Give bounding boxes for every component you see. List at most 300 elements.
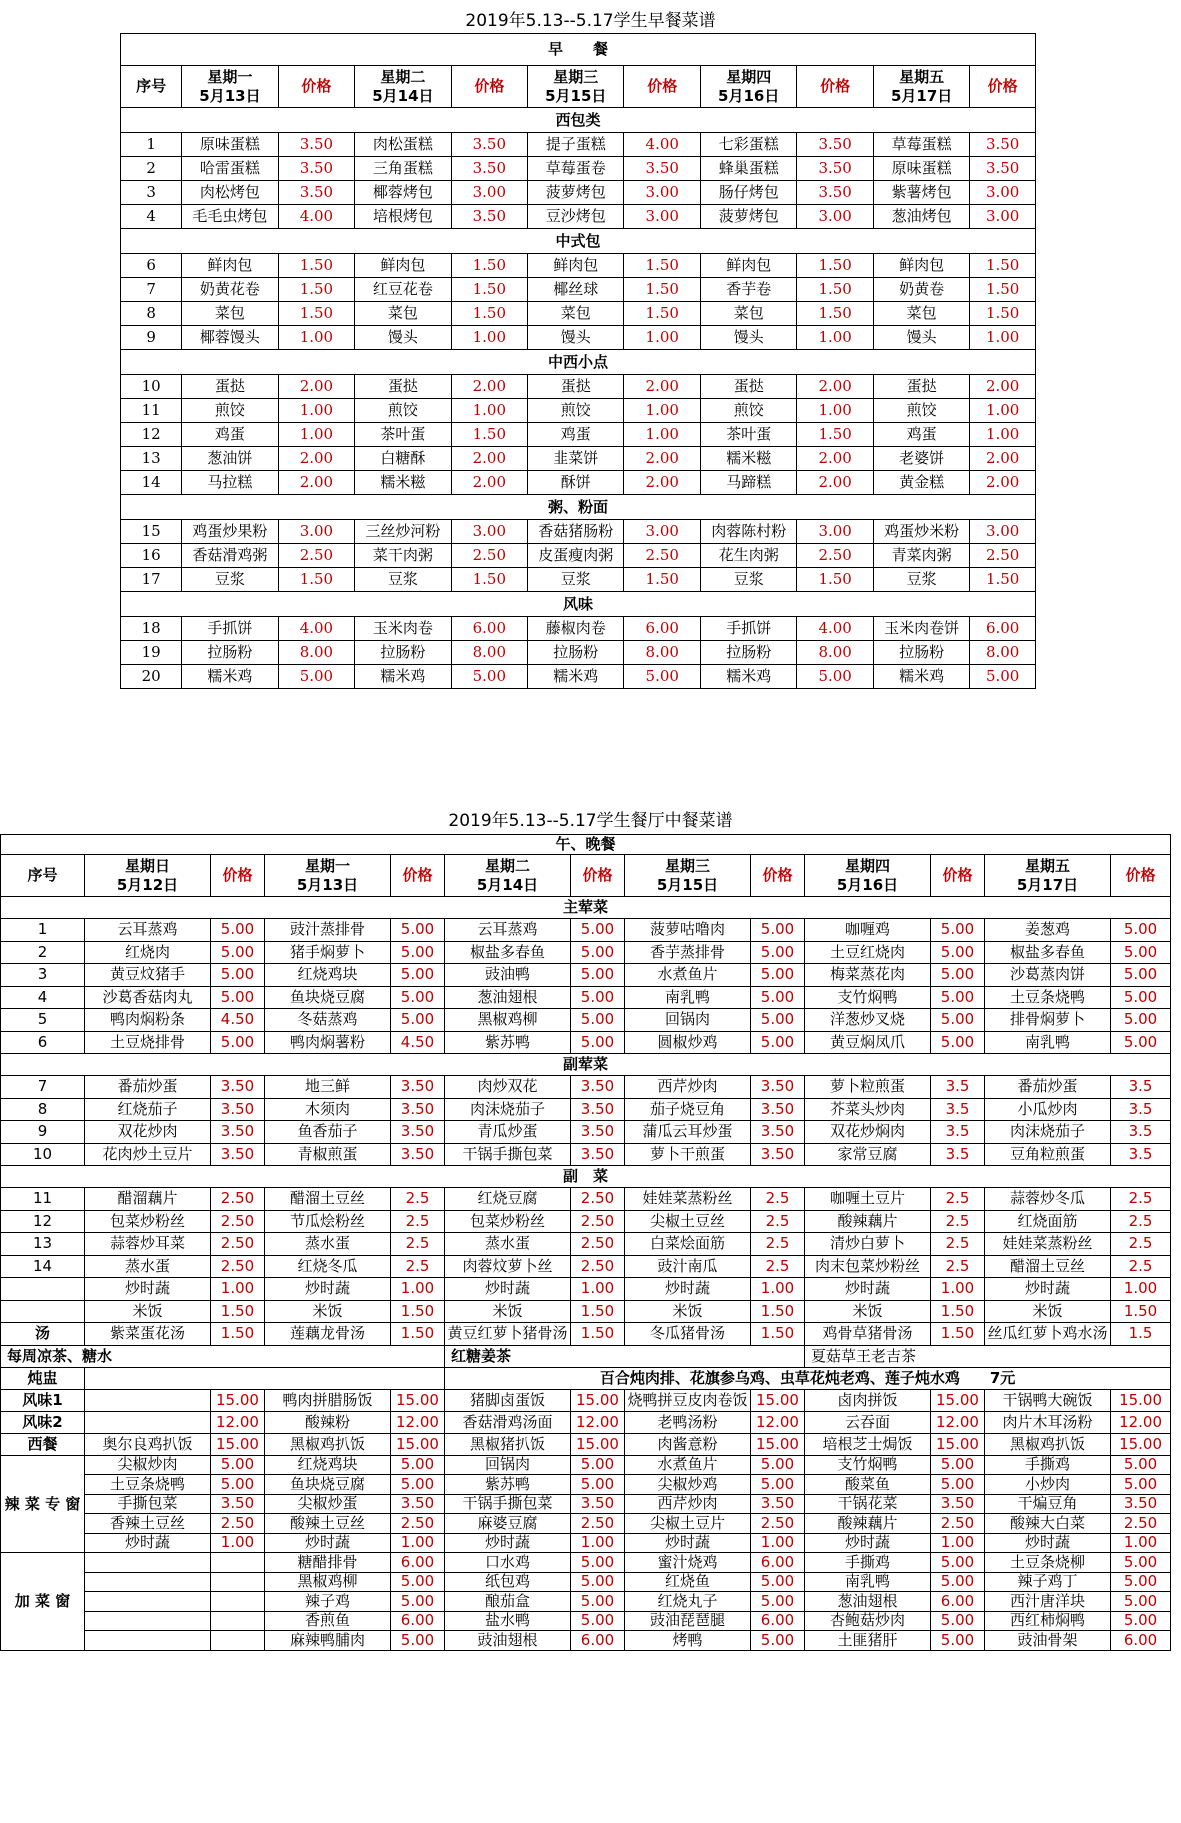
dish-name: 南乳鸭: [985, 1031, 1111, 1054]
dish-price: 3.50: [391, 1494, 445, 1514]
dish-name: 葱油烤包: [873, 205, 969, 229]
tea-item-2: 夏菇草王老吉茶: [805, 1345, 1171, 1367]
dish-price: 1.50: [278, 568, 355, 592]
dish-price: 1.00: [1111, 1533, 1171, 1553]
dish-name: 肠仔烤包: [701, 181, 797, 205]
dish-name: 煎饺: [182, 399, 278, 423]
dish-price: 3.50: [211, 1121, 265, 1144]
dish-name: 水煮鱼片: [625, 964, 751, 987]
dish-price: 1.00: [571, 1533, 625, 1553]
special-row: [1, 1389, 1171, 1411]
table-row: [121, 617, 1036, 641]
dish-name: 沙葛蒸肉饼: [985, 964, 1111, 987]
dish-name: 糯米糍: [355, 471, 451, 495]
dish-name: 纸包鸡: [445, 1572, 571, 1592]
dish-name: 番茄炒蛋: [985, 1076, 1111, 1099]
table-row: [121, 375, 1036, 399]
dish-name: 鲜肉包: [873, 254, 969, 278]
table-row: [121, 471, 1036, 495]
section-row: [1, 1054, 1171, 1076]
dish-name: 奶黄花卷: [182, 278, 278, 302]
dish-name: 菜包: [182, 302, 278, 326]
dish-name: 韭菜饼: [528, 447, 624, 471]
dish-price: 15.00: [571, 1389, 625, 1411]
spicy-row: [1, 1455, 1171, 1475]
table-row: [121, 205, 1036, 229]
dish-name: 西芹炒肉: [625, 1076, 751, 1099]
breakfast-title: 2019年5.13--5.17学生早餐菜谱: [465, 11, 716, 31]
dish-price: 3.50: [278, 157, 355, 181]
dish-price: 6.00: [571, 1631, 625, 1651]
dish-name: 手抓饼: [701, 617, 797, 641]
dish-price: 1.00: [970, 399, 1036, 423]
dish-name: 云耳蒸鸡: [445, 919, 571, 942]
dish-name: 酸菜鱼: [805, 1475, 931, 1495]
dish-price: 1.50: [451, 423, 528, 447]
dish-price: 2.5: [1111, 1210, 1171, 1233]
dish-price: 1.50: [211, 1323, 265, 1346]
dish-price: 3.50: [751, 1143, 805, 1166]
dish-price: 5.00: [751, 1475, 805, 1495]
dish-name: 红烧鸡块: [265, 964, 391, 987]
dish-price: 2.50: [931, 1514, 985, 1534]
meal-header: 午、晚餐: [1, 835, 1171, 855]
dish-price: 2.5: [391, 1210, 445, 1233]
dish-price: 3.00: [624, 205, 701, 229]
dish-name: 洋葱炒叉烧: [805, 1009, 931, 1032]
dish-price: 2.50: [571, 1514, 625, 1534]
dish-name: 醋溜藕片: [85, 1188, 211, 1211]
day-header: 星期一 5月13日: [182, 66, 278, 108]
dish-price: 5.00: [751, 964, 805, 987]
dish-price: 12.00: [571, 1411, 625, 1433]
dish-price: 1.50: [278, 254, 355, 278]
dish-name: 干锅花菜: [805, 1494, 931, 1514]
dish-price: 2.00: [797, 447, 874, 471]
dish-price: 3.50: [451, 157, 528, 181]
dish-price: 3.50: [391, 1121, 445, 1144]
dish-name: 炒时蔬: [805, 1278, 931, 1301]
dish-price: 3.50: [931, 1494, 985, 1514]
day-header: 星期四 5月16日: [701, 66, 797, 108]
dish-name: 豆沙烤包: [528, 205, 624, 229]
table-row: [121, 302, 1036, 326]
dish-price: 1.00: [211, 1278, 265, 1301]
dish-name: 蛋挞: [182, 375, 278, 399]
dish-name: [85, 1611, 211, 1631]
dish-price: 1.00: [970, 423, 1036, 447]
section-row: [1, 1166, 1171, 1188]
table-row: [121, 399, 1036, 423]
dish-price: 3.50: [751, 1121, 805, 1144]
row-number: 7: [121, 278, 182, 302]
row-number: 3: [121, 181, 182, 205]
dish-name: 清炒白萝卜: [805, 1233, 931, 1256]
dish-name: 肉蓉炆萝卜丝: [445, 1255, 571, 1278]
dish-price: 5.00: [931, 1455, 985, 1475]
dish-name: 鸡蛋炒米粉: [873, 520, 969, 544]
dish-price: [211, 1611, 265, 1631]
dish-price: 3.50: [571, 1143, 625, 1166]
price-header: 价格: [797, 66, 874, 108]
dish-price: 3.00: [624, 520, 701, 544]
dish-price: 2.50: [970, 544, 1036, 568]
dish-price: 5.00: [211, 964, 265, 987]
dish-price: 1.50: [797, 568, 874, 592]
dish-name: 黄豆焖凤爪: [805, 1031, 931, 1054]
table-row: [121, 520, 1036, 544]
dish-name: 肉沫烧茄子: [445, 1098, 571, 1121]
dish-name: 娃娃菜蒸粉丝: [985, 1233, 1111, 1256]
dish-price: 1.50: [751, 1323, 805, 1346]
dish-price: 1.50: [451, 254, 528, 278]
dish-price: 6.00: [391, 1553, 445, 1573]
dish-name: 双花炒焖肉: [805, 1121, 931, 1144]
dish-price: 5.00: [391, 1572, 445, 1592]
row-number: 15: [121, 520, 182, 544]
dish-price: 3.50: [970, 133, 1036, 157]
extra-row: [1, 1611, 1171, 1631]
dish-price: 8.00: [624, 641, 701, 665]
dish-name: 煎饺: [355, 399, 451, 423]
dish-price: 2.5: [1111, 1233, 1171, 1256]
dish-name: 皮蛋瘦肉粥: [528, 544, 624, 568]
dish-price: 5.00: [391, 986, 445, 1009]
dish-price: 8.00: [278, 641, 355, 665]
table-row: [121, 326, 1036, 350]
dish-name: 紫薯烤包: [873, 181, 969, 205]
section-title: 副 菜: [1, 1166, 1171, 1188]
dish-price: 15.00: [391, 1433, 445, 1455]
dish-price: 15.00: [751, 1433, 805, 1455]
dish-name: 肉酱意粉: [625, 1433, 751, 1455]
dish-name: 花肉炒土豆片: [85, 1143, 211, 1166]
dish-name: 老鸭汤粉: [625, 1411, 751, 1433]
dish-price: 12.00: [1111, 1411, 1171, 1433]
dish-price: 3.50: [391, 1098, 445, 1121]
dish-name: 干煸豆角: [985, 1494, 1111, 1514]
dish-price: 1.50: [797, 423, 874, 447]
dish-name: 糯米鸡: [701, 665, 797, 689]
dish-name: 醋溜土豆丝: [265, 1188, 391, 1211]
dish-name: [85, 1592, 211, 1612]
dish-price: 1.50: [624, 254, 701, 278]
dish-name: 拉肠粉: [182, 641, 278, 665]
dish-name: 香芋卷: [701, 278, 797, 302]
dish-price: 12.00: [931, 1411, 985, 1433]
table-row: [1, 1300, 1171, 1323]
dish-price: 5.00: [931, 1553, 985, 1573]
dish-price: 5.00: [571, 1553, 625, 1573]
dish-name: 土匪猪肝: [805, 1631, 931, 1651]
dish-name: 培根芝士焗饭: [805, 1433, 931, 1455]
special-row: [1, 1433, 1171, 1455]
dish-name: 鸡蛋: [182, 423, 278, 447]
dish-price: 6.00: [751, 1553, 805, 1573]
table-row: [1, 986, 1171, 1009]
dish-price: 5.00: [1111, 1455, 1171, 1475]
table-row: [121, 568, 1036, 592]
day-header: 星期二 5月14日: [445, 855, 571, 897]
dish-name: 培根烤包: [355, 205, 451, 229]
table-row: [1, 964, 1171, 987]
dish-name: 红烧鸡块: [265, 1455, 391, 1475]
dish-price: 1.00: [1111, 1278, 1171, 1301]
table-row: [1, 1076, 1171, 1099]
dish-price: 2.50: [751, 1514, 805, 1534]
dish-price: 1.50: [624, 568, 701, 592]
dish-name: 椰蓉烤包: [355, 181, 451, 205]
dish-name: 葱油饼: [182, 447, 278, 471]
dish-price: 2.00: [451, 471, 528, 495]
dish-price: 12.00: [751, 1411, 805, 1433]
dish-price: 2.50: [211, 1514, 265, 1534]
dish-price: 2.00: [797, 471, 874, 495]
table-row: [121, 181, 1036, 205]
dish-name: 拉肠粉: [701, 641, 797, 665]
dish-name: 煎饺: [873, 399, 969, 423]
breakfast-table: [120, 33, 1036, 689]
day-header: 星期一 5月13日: [265, 855, 391, 897]
dish-name: 肉松蛋糕: [355, 133, 451, 157]
special-label: 风味1: [1, 1389, 85, 1411]
dish-name: 萝卜干煎蛋: [625, 1143, 751, 1166]
dish-price: 5.00: [571, 1455, 625, 1475]
day-header: 星期三 5月15日: [528, 66, 624, 108]
dish-name: 豉油翅根: [445, 1631, 571, 1651]
header-row: [1, 835, 1171, 855]
dish-name: 米饭: [445, 1300, 571, 1323]
dish-name: 提子蛋糕: [528, 133, 624, 157]
dish-price: 1.00: [970, 326, 1036, 350]
dish-name: 干锅手撕包菜: [445, 1143, 571, 1166]
dish-name: 莲藕龙骨汤: [265, 1323, 391, 1346]
dish-price: 5.00: [211, 941, 265, 964]
row-number: 2: [1, 941, 85, 964]
dish-price: 1.50: [571, 1323, 625, 1346]
dish-price: 2.50: [211, 1233, 265, 1256]
dish-name: 辣子鸡丁: [985, 1572, 1111, 1592]
dish-price: 15.00: [211, 1389, 265, 1411]
table-row: [1, 1323, 1171, 1346]
dish-price: 2.5: [391, 1188, 445, 1211]
dish-name: 肉末包菜炒粉丝: [805, 1255, 931, 1278]
dish-price: 5.00: [571, 919, 625, 942]
dish-name: 豆角粒煎蛋: [985, 1143, 1111, 1166]
dish-name: 烤鸭: [625, 1631, 751, 1651]
dish-price: 5.00: [391, 919, 445, 942]
row-number: 9: [121, 326, 182, 350]
dish-price: 3.00: [624, 181, 701, 205]
dish-name: 鸭肉焖粉条: [85, 1009, 211, 1032]
dish-name: 米饭: [985, 1300, 1111, 1323]
dish-name: 茶叶蛋: [701, 423, 797, 447]
dish-price: 3.50: [751, 1076, 805, 1099]
dish-price: 2.00: [970, 447, 1036, 471]
table-row: [1, 1255, 1171, 1278]
dish-name: 鱼香茄子: [265, 1121, 391, 1144]
price-header: 价格: [451, 66, 528, 108]
dish-price: 2.50: [451, 544, 528, 568]
dish-name: 葱油翅根: [805, 1592, 931, 1612]
dish-name: 豉汁蒸排骨: [265, 919, 391, 942]
dish-price: [211, 1592, 265, 1612]
dish-price: 5.00: [391, 941, 445, 964]
dish-name: 水煮鱼片: [625, 1455, 751, 1475]
dish-name: 炒时蔬: [445, 1533, 571, 1553]
dish-name: 黑椒猪扒饭: [445, 1433, 571, 1455]
dish-price: 3.50: [797, 133, 874, 157]
dish-price: 3.50: [451, 205, 528, 229]
dish-price: 5.00: [571, 1475, 625, 1495]
dish-price: 1.00: [797, 326, 874, 350]
dish-name: 豉油鸭: [445, 964, 571, 987]
dish-name: 玉米肉卷饼: [873, 617, 969, 641]
price-header: 价格: [1111, 855, 1171, 897]
dish-price: 2.00: [278, 447, 355, 471]
dish-name: [85, 1631, 211, 1651]
table-row: [121, 544, 1036, 568]
row-number: 11: [1, 1188, 85, 1211]
dish-price: 3.50: [1111, 1494, 1171, 1514]
dish-name: 椰丝球: [528, 278, 624, 302]
dish-price: 1.50: [451, 302, 528, 326]
dish-name: 包菜炒粉丝: [85, 1210, 211, 1233]
dish-price: 3.00: [970, 520, 1036, 544]
row-number: 16: [121, 544, 182, 568]
section-title: 主荤菜: [1, 897, 1171, 919]
dish-price: 3.50: [391, 1076, 445, 1099]
dish-name: 哈雷蛋糕: [182, 157, 278, 181]
dish-name: 木须肉: [265, 1098, 391, 1121]
row-number: 11: [121, 399, 182, 423]
dish-name: 手撕鸡: [805, 1553, 931, 1573]
price-header: 价格: [751, 855, 805, 897]
dish-name: 黄豆炆猪手: [85, 964, 211, 987]
dish-name: 鲜肉包: [355, 254, 451, 278]
price-header: 价格: [278, 66, 355, 108]
dish-price: 2.50: [571, 1210, 625, 1233]
row-number: 12: [1, 1210, 85, 1233]
dish-price: 1.00: [391, 1533, 445, 1553]
dish-price: 5.00: [931, 941, 985, 964]
dish-name: 拉肠粉: [873, 641, 969, 665]
dish-name: 蒸水蛋: [445, 1233, 571, 1256]
dish-name: 麻辣鸭脯肉: [265, 1631, 391, 1651]
special-label: 西餐: [1, 1433, 85, 1455]
dish-price: 2.50: [571, 1188, 625, 1211]
dish-price: [211, 1553, 265, 1573]
dish-name: 咖喱鸡: [805, 919, 931, 942]
dish-name: 原味蛋糕: [873, 157, 969, 181]
seq-header: 序号: [121, 66, 182, 108]
dish-name: 肉沫烧茄子: [985, 1121, 1111, 1144]
dish-name: 炒时蔬: [445, 1278, 571, 1301]
price-header: 价格: [931, 855, 985, 897]
dish-name: 米饭: [625, 1300, 751, 1323]
dish-price: 6.00: [931, 1592, 985, 1612]
dish-price: 1.00: [451, 399, 528, 423]
dish-price: 15.00: [211, 1433, 265, 1455]
table-row: [1, 1188, 1171, 1211]
dish-name: 炒时蔬: [985, 1533, 1111, 1553]
dish-name: 白糖酥: [355, 447, 451, 471]
table-row: [1, 1210, 1171, 1233]
dish-name: 豆浆: [528, 568, 624, 592]
section-title: 风味: [121, 592, 1036, 617]
row-number: 9: [1, 1121, 85, 1144]
spicy-row: [1, 1514, 1171, 1534]
row-number: 4: [121, 205, 182, 229]
row-number: 19: [121, 641, 182, 665]
dish-price: 1.50: [751, 1300, 805, 1323]
dish-name: 香菇猪肠粉: [528, 520, 624, 544]
dish-price: 3.50: [571, 1076, 625, 1099]
special-label: 风味2: [1, 1411, 85, 1433]
dish-name: 尖椒土豆丝: [625, 1210, 751, 1233]
day-header: 星期四 5月16日: [805, 855, 931, 897]
dish-price: 5.00: [391, 1009, 445, 1032]
dish-name: 原味蛋糕: [182, 133, 278, 157]
dish-name: 支竹焖鸭: [805, 1455, 931, 1475]
dish-price: 6.00: [1111, 1631, 1171, 1651]
dish-price: 5.00: [751, 1592, 805, 1612]
dish-price: 3.50: [571, 1098, 625, 1121]
dish-price: 2.5: [931, 1233, 985, 1256]
dish-price: 15.00: [1111, 1433, 1171, 1455]
dish-price: 5.00: [571, 986, 625, 1009]
dish-price: 1.50: [931, 1323, 985, 1346]
seq-header: 序号: [1, 855, 85, 897]
dish-price: 5.00: [211, 1455, 265, 1475]
dish-name: 肉蓉陈村粉: [701, 520, 797, 544]
dish-price: 3.50: [451, 133, 528, 157]
dish-price: 1.00: [211, 1533, 265, 1553]
dish-price: 1.00: [624, 399, 701, 423]
dish-price: 5.00: [751, 1031, 805, 1054]
dish-name: 煎饺: [701, 399, 797, 423]
dish-price: 5.00: [571, 1031, 625, 1054]
empty-cell: [85, 1367, 445, 1389]
dish-price: 3.50: [391, 1143, 445, 1166]
dish-name: 蒜蓉炒耳菜: [85, 1233, 211, 1256]
lunch-table: [0, 834, 1171, 1651]
dish-price: 5.00: [1111, 1592, 1171, 1612]
dish-name: 双花炒肉: [85, 1121, 211, 1144]
dish-name: 圆椒炒鸡: [625, 1031, 751, 1054]
dish-price: 4.00: [278, 617, 355, 641]
dish-name: 香菇滑鸡粥: [182, 544, 278, 568]
dish-name: 芥菜头炒肉: [805, 1098, 931, 1121]
dish-name: 口水鸡: [445, 1553, 571, 1573]
dish-name: 菜包: [528, 302, 624, 326]
dish-price: 5.00: [391, 1631, 445, 1651]
dish-name: 红烧冬瓜: [265, 1255, 391, 1278]
dish-price: [211, 1572, 265, 1592]
day-header: 星期三 5月15日: [625, 855, 751, 897]
dish-name: 黄豆红萝卜猪骨汤: [445, 1323, 571, 1346]
dish-price: 2.00: [278, 375, 355, 399]
dish-name: 土豆条烧柳: [985, 1553, 1111, 1573]
dish-name: 萝卜粒煎蛋: [805, 1076, 931, 1099]
dish-name: 红烧茄子: [85, 1098, 211, 1121]
row-number: 汤: [1, 1323, 85, 1346]
dish-name: 尖椒炒鸡: [625, 1475, 751, 1495]
dish-price: 3.00: [451, 520, 528, 544]
dish-price: 1.00: [278, 326, 355, 350]
price-header: 价格: [970, 66, 1036, 108]
dish-price: 5.00: [751, 1572, 805, 1592]
